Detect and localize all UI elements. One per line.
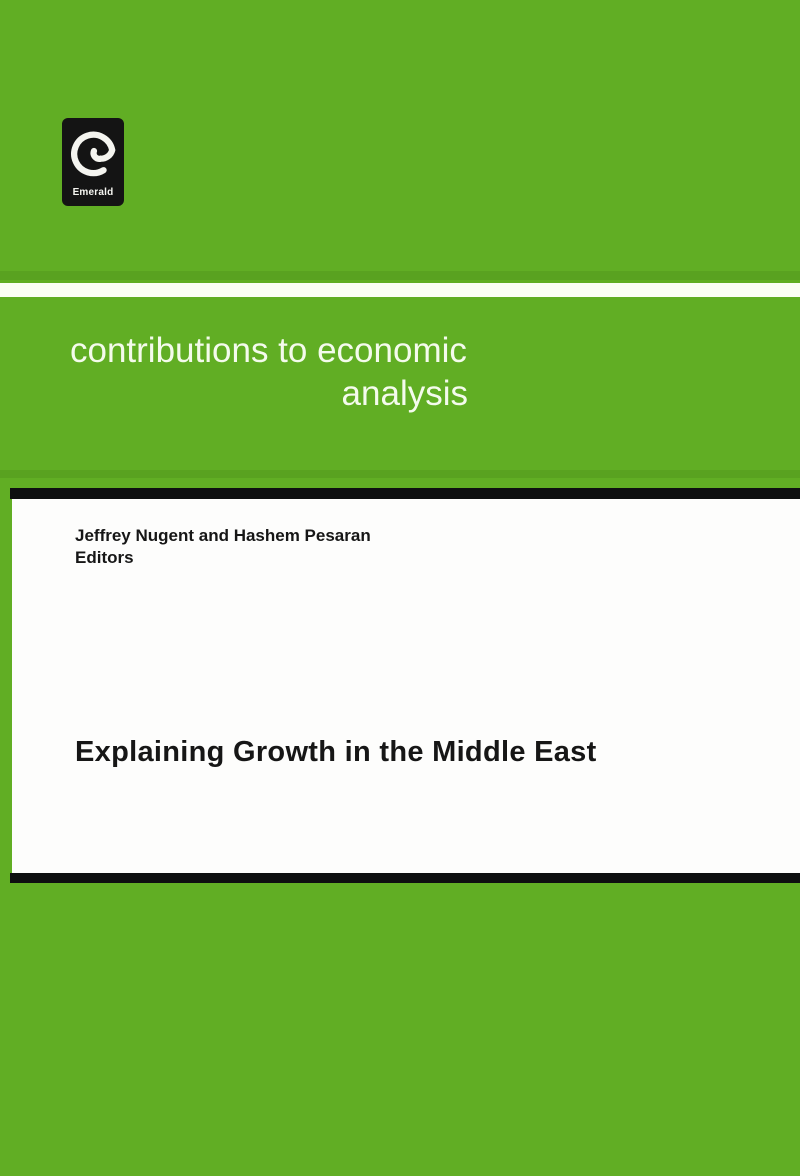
shadow-band-upper [0,271,800,280]
black-rule-bottom [10,873,800,883]
title-panel [12,499,800,873]
series-title [70,329,498,415]
black-rule-top [10,488,800,499]
shadow-band-lower [0,470,800,478]
editors-label: Editors [75,548,134,567]
series-title-line2: analysis [341,374,468,413]
series-title-line1: contributions to economic [70,331,467,370]
editors-block [75,525,371,569]
emerald-logo [62,118,124,206]
white-stripe [0,283,800,297]
book-title: Explaining Growth in the Middle East [75,736,597,768]
editors-names: Jeffrey Nugent and Hashem Pesaran [75,526,371,545]
emerald-spiral-icon [69,123,117,179]
emerald-logo-label: Emerald [72,187,114,198]
